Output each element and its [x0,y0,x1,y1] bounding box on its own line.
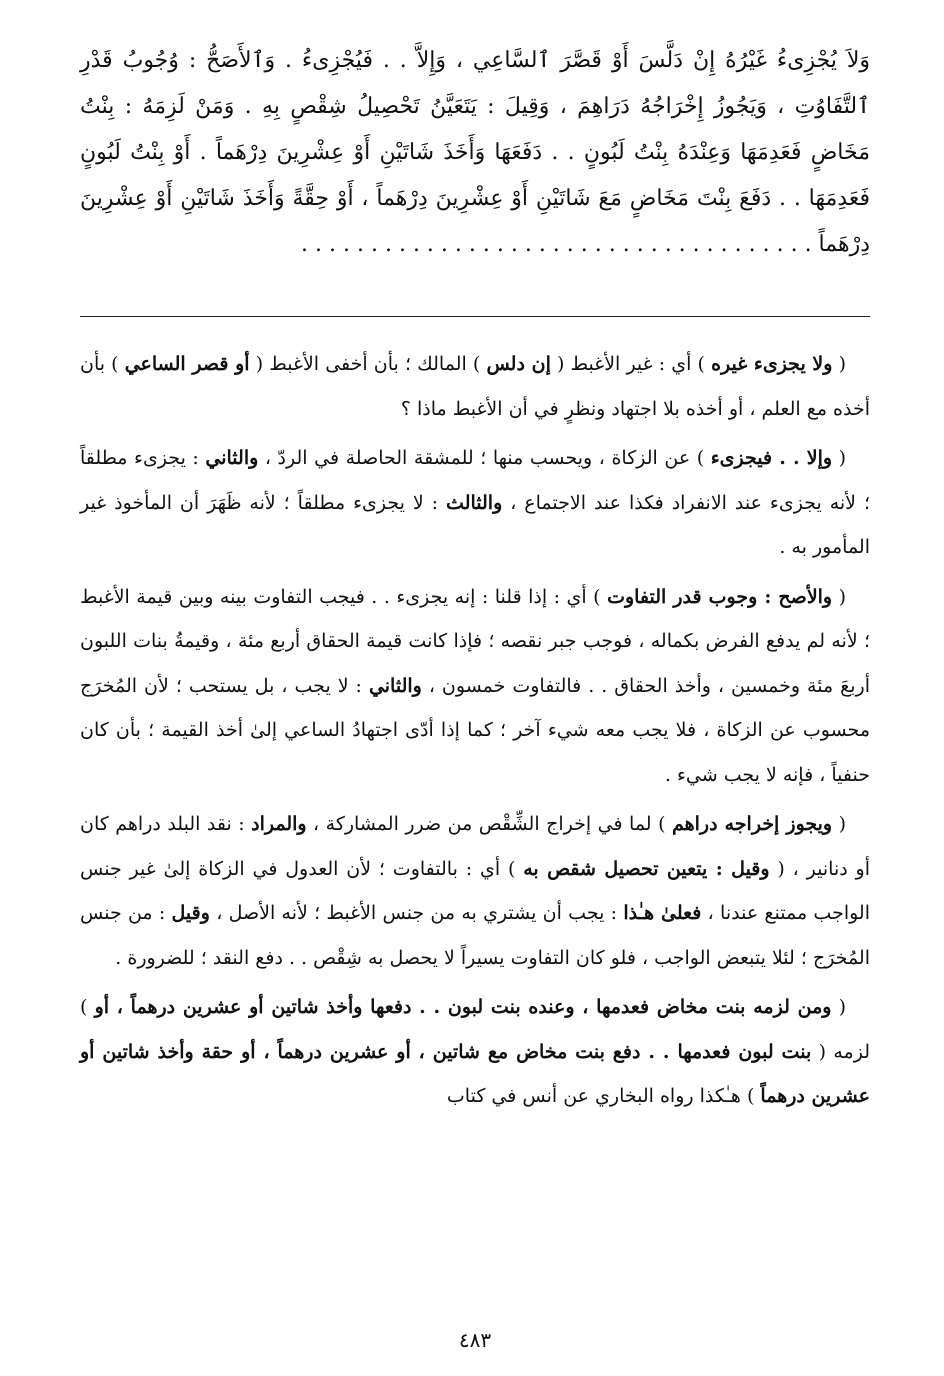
quoted-matn-text: والثاني [368,674,422,697]
sharh-paragraph [80,436,870,570]
commentary-text: ) هـٰكذا رواه البخاري عن أنس في كتاب [446,1085,761,1107]
quoted-matn-text: والثاني [205,447,259,469]
commentary-text: ) المالك ؛ بأن أخفى الأغبط ( [249,353,487,375]
commentary-text: ) أي : إذا قلنا : إنه يجزىء . . فيجب التفاوت بينه وبين قيمة الأغبط ؛ لأنه لم يدفع الفرض بكماله ، فوجب جبر نقصه ؛ فإذا كانت قيمة الحقاق أربع مئة ، وقيمةُ بنات اللبون أربعَ مئة وخمسين ، وأخذ الحقاق . . فالتفاوت خمسون ، [80,585,870,697]
commentary-text: ( [832,813,847,835]
quoted-matn-text: ولا يجزىء غيره [711,353,833,375]
sharh-paragraph [80,985,870,1119]
sharh-paragraph [80,342,870,431]
quoted-matn-text: والأصح : وجوب قدر التفاوت [607,585,833,608]
quoted-matn-text: إن دلس [486,353,551,375]
commentary-text: ) لزمه ( [80,996,870,1063]
commentary-text: ( [832,585,847,608]
commentary-text: ) أي : غير الأغبط ( [550,353,712,375]
quoted-matn-text: أو قصر الساعي [124,353,250,375]
commentary-text: ( [832,353,846,375]
quoted-matn-text: وإلا . . فيجزىء [710,447,833,469]
commentary-text: ( [831,996,847,1018]
matn-text-block [80,38,870,268]
quoted-matn-text: ويجوز إخراجه دراهم [671,813,833,835]
quoted-matn-text: والثالث [446,491,503,514]
quoted-matn-text: وقيل : يتعين تحصيل شقص به [523,857,770,880]
commentary-text: : من جنس المُخرَج ؛ لئلا يتبعض الواجب ، فلو كان التفاوت يسيراً لا يحصل به شِقْص . . دفع النقد ؛ للضرورة . [80,902,870,969]
page-number: ٤٨٣ [458,1328,492,1352]
quoted-matn-text: ومن لزمه بنت مخاض فعدمها ، وعنده بنت لبون . . دفعها وأخذ شاتين أو عشرين درهماً ، أو [94,996,832,1018]
commentary-text: : يجب أن يشتري به من جنس الأغبط ؛ لأنه الأصل ، [209,902,624,924]
quoted-matn-text: بنت لبون فعدمها . . دفع بنت مخاض مع شاتين ، أو عشرين درهماً ، أو حقة وأخذ شاتين أو عشرين درهماً [80,1040,870,1107]
commentary-text: ) بأن أخذه مع العلم ، أو أخذه بلا اجتهاد ونظرٍ في أن الأغبط ماذا ؟ [80,353,870,420]
commentary-text: : لا يجب ، بل يستحب ؛ لأن المُخرَج محسوب عن الزكاة ، فلا يجب معه شيء آخر ؛ كما إذا أدّى اجتهادُ الساعي إلىٰ أخذ القيمة ؛ بأن كان حنفياً ، فإنه لا يجب شيء . [80,674,870,786]
commentary-text: ) عن الزكاة ، ويحسب منها ؛ للمشقة الحاصلة في الردّ ، [258,447,711,469]
commentary-text: ) أي : بالتفاوت ؛ لأن العدول في الزكاة إلىٰ غير جنس الواجب ممتنع عندنا ، [80,857,870,924]
matn-sharh-separator [80,316,870,317]
commentary-text: : يجزىء مطلقاً ؛ لأنه يجزىء عند الانفراد فكذا عند الاجتماع ، [80,447,871,514]
quoted-matn-text: فعلىٰ هـٰذا [623,902,702,924]
matn-text: وَلاَ يُجْزِىءُ غَيْرُهُ إِنْ دَلَّسَ أَوْ قَصَّرَ ٱلسَّاعِي ، وَإِلاَّ . . فَيُجْزِىءُ . وَٱلأَصَحُّ : وُجُوبُ قَدْرِ ٱلتَّفَاوُتِ ، وَيَجُوزُ إِخْرَاجُهُ دَرَاهِمَ ، وَقِيلَ : يَتَعَيَّنُ تَحْصِيلُ شِقْصٍ بِهِ . وَمَنْ لَزِمَهُ : بِنْتُ مَخَاضٍ فَعَدِمَهَا وَعِنْدَهُ بِنْتُ لَبُونٍ . . دَفَعَهَا وَأَخَذَ شَاتَيْنِ أَوْ عِشْرِينَ دِرْهَماً . أَوْ بِنْتُ لَبُونٍ فَعَدِمَهَا . . دَفَعَ بِنْتَ مَخَاضٍ مَعَ شَاتَيْنِ أَوْ عِشْرِينَ دِرْهَماً ، أَوْ حِقَّةً وَأَخَذَ شَاتَيْنِ أَوْ عِشْرِينَ دِرْهَماً . [80,48,870,257]
quoted-matn-text: والمراد [251,813,307,835]
commentary-text: : نقد البلد دراهم كان أو دنانير ، ( [80,813,870,880]
commentary-text: ( [832,447,847,469]
sharh-paragraph [80,575,870,798]
sharh-paragraph [80,802,870,980]
matn-continuation-dots: . . . . . . . . . . . . . . . . . . . . . . . . . . . . . . . . . . . . [301,232,798,257]
quoted-matn-text: وقيل [171,902,210,924]
commentary-text: ) لما في إخراج الشِّقْص من ضرر المشاركة ، [306,813,672,835]
commentary-text: : لا يجزىء مطلقاً ؛ لأنه ظَهَرَ أن المأخوذ غير المأمور به . [80,491,870,558]
sharh-commentary [80,342,870,1124]
book-page [80,30,870,1350]
